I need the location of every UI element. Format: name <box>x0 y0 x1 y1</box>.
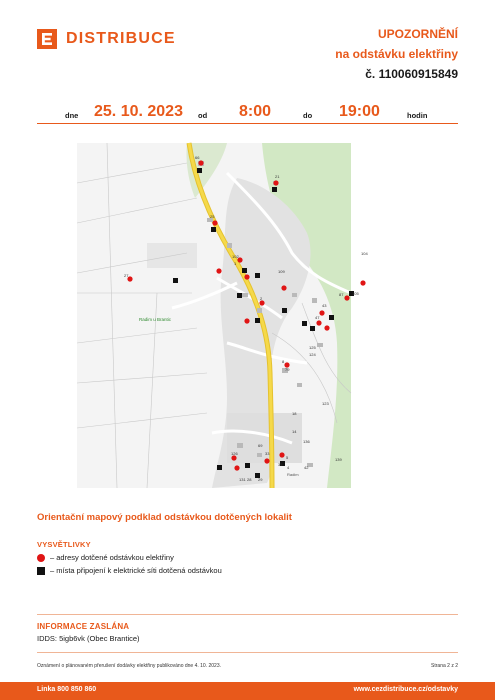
cez-logo-icon <box>37 29 57 49</box>
address-marker <box>234 465 239 470</box>
house-number: 104 <box>361 251 368 256</box>
divider <box>37 652 458 653</box>
connection-marker <box>272 187 277 192</box>
from-label: od <box>198 111 208 120</box>
address-marker <box>198 160 203 165</box>
house-number: 5 <box>286 455 289 460</box>
connection-marker <box>255 273 260 278</box>
legend-item-connections <box>37 566 222 575</box>
connection-marker <box>173 278 178 283</box>
address-marker <box>319 310 324 315</box>
house-number: 79 <box>285 367 290 372</box>
house-number: 139 <box>335 457 342 462</box>
house-number: 29 <box>258 477 263 482</box>
house-number: 47 <box>315 315 320 320</box>
house-number: 125 <box>309 345 316 350</box>
connection-marker <box>217 465 222 470</box>
date-label: dne <box>65 111 79 120</box>
to-time: 19:00 <box>339 103 380 120</box>
house-number: 4 <box>287 465 290 470</box>
notice-title: UPOZORNĚNÍ <box>377 27 458 41</box>
connection-marker <box>310 326 315 331</box>
house-number: 66 <box>195 155 200 160</box>
address-marker <box>324 325 329 330</box>
connection-marker <box>255 318 260 323</box>
house-number: 8 <box>282 359 285 364</box>
house-number: 42 <box>304 465 309 470</box>
house-number: 43 <box>322 303 327 308</box>
house-number: 27 <box>124 273 129 278</box>
map-village-label: Radim <box>287 472 299 477</box>
address-marker <box>360 280 365 285</box>
house-number: 109 <box>278 269 285 274</box>
house-number: 18 <box>292 411 297 416</box>
notice-number: č. 110060915849 <box>365 67 458 81</box>
connection-marker <box>242 268 247 273</box>
divider <box>37 614 458 615</box>
connection-marker <box>329 315 334 320</box>
page-number: Strana 2 z 2 <box>431 663 458 669</box>
address-marker <box>231 455 236 460</box>
connection-marker <box>282 308 287 313</box>
website-link[interactable]: www.cezdistribuce.cz/odstavky <box>353 686 458 693</box>
unit-label: hodin <box>407 111 428 120</box>
schedule-row <box>37 100 458 124</box>
address-marker <box>281 285 286 290</box>
info-text: IDDS: 5igb6vk (Obec Brantice) <box>37 634 140 643</box>
address-marker <box>244 318 249 323</box>
connection-marker <box>197 168 202 173</box>
house-number: 87 <box>339 292 344 297</box>
house-number: 1 <box>234 261 237 266</box>
notice-header <box>335 26 458 83</box>
house-number: 131 <box>239 477 246 482</box>
notice-subtitle: na odstávku elektřiny <box>335 47 458 61</box>
legend-text: – adresy dotčené odstávkou elektřiny <box>50 553 174 562</box>
map-title: Orientační mapový podklad odstávkou dotčených lokalit <box>37 512 292 523</box>
footer-bar <box>0 682 495 700</box>
house-number: 2 <box>260 296 263 301</box>
legend-title: VYSVĚTLIVKY <box>37 540 91 549</box>
legend-text: – místa připojení k elektrické síti dotčená odstávkou <box>50 566 222 575</box>
house-number: 33 <box>265 451 270 456</box>
connection-marker <box>237 293 242 298</box>
house-number: 105 <box>352 291 359 296</box>
red-dot-icon <box>37 554 45 562</box>
house-number: 25 <box>210 214 215 219</box>
house-number: 69 <box>258 443 263 448</box>
cez-distribuce-logo <box>37 28 176 50</box>
to-label: do <box>303 111 313 120</box>
hotline-text: Linka 800 850 860 <box>37 686 97 693</box>
house-number: 28 <box>247 477 252 482</box>
address-marker <box>216 268 221 273</box>
black-square-icon <box>37 567 45 575</box>
outage-date: 25. 10. 2023 <box>94 103 183 120</box>
house-number: 21 <box>275 174 280 179</box>
legend-item-addresses <box>37 553 174 562</box>
house-number: 136 <box>303 439 310 444</box>
address-marker <box>259 300 264 305</box>
connection-marker <box>302 321 307 326</box>
info-title: INFORMACE ZASLÁNA <box>37 622 130 631</box>
address-marker <box>344 295 349 300</box>
house-number: 35 <box>278 462 283 467</box>
connection-marker <box>211 227 216 232</box>
house-number: 123 <box>322 401 329 406</box>
address-marker <box>244 274 249 279</box>
house-number: 102 <box>232 254 239 259</box>
connection-marker <box>245 463 250 468</box>
house-number: 14 <box>292 429 297 434</box>
outage-map <box>77 143 368 488</box>
address-marker <box>212 220 217 225</box>
from-time: 8:00 <box>239 103 272 120</box>
address-marker <box>264 458 269 463</box>
publication-note: Oznámení o plánovaném přerušení dodávky elektřiny publikováno dne 4. 10. 2023. <box>37 663 222 669</box>
address-marker <box>279 452 284 457</box>
house-number: 124 <box>309 352 316 357</box>
logo-text: DISTRIBUCE <box>66 30 176 47</box>
address-marker <box>316 320 321 325</box>
address-marker <box>273 180 278 185</box>
map-place-label: Radim u Brantic <box>139 317 172 322</box>
house-number: 126 <box>231 451 238 456</box>
